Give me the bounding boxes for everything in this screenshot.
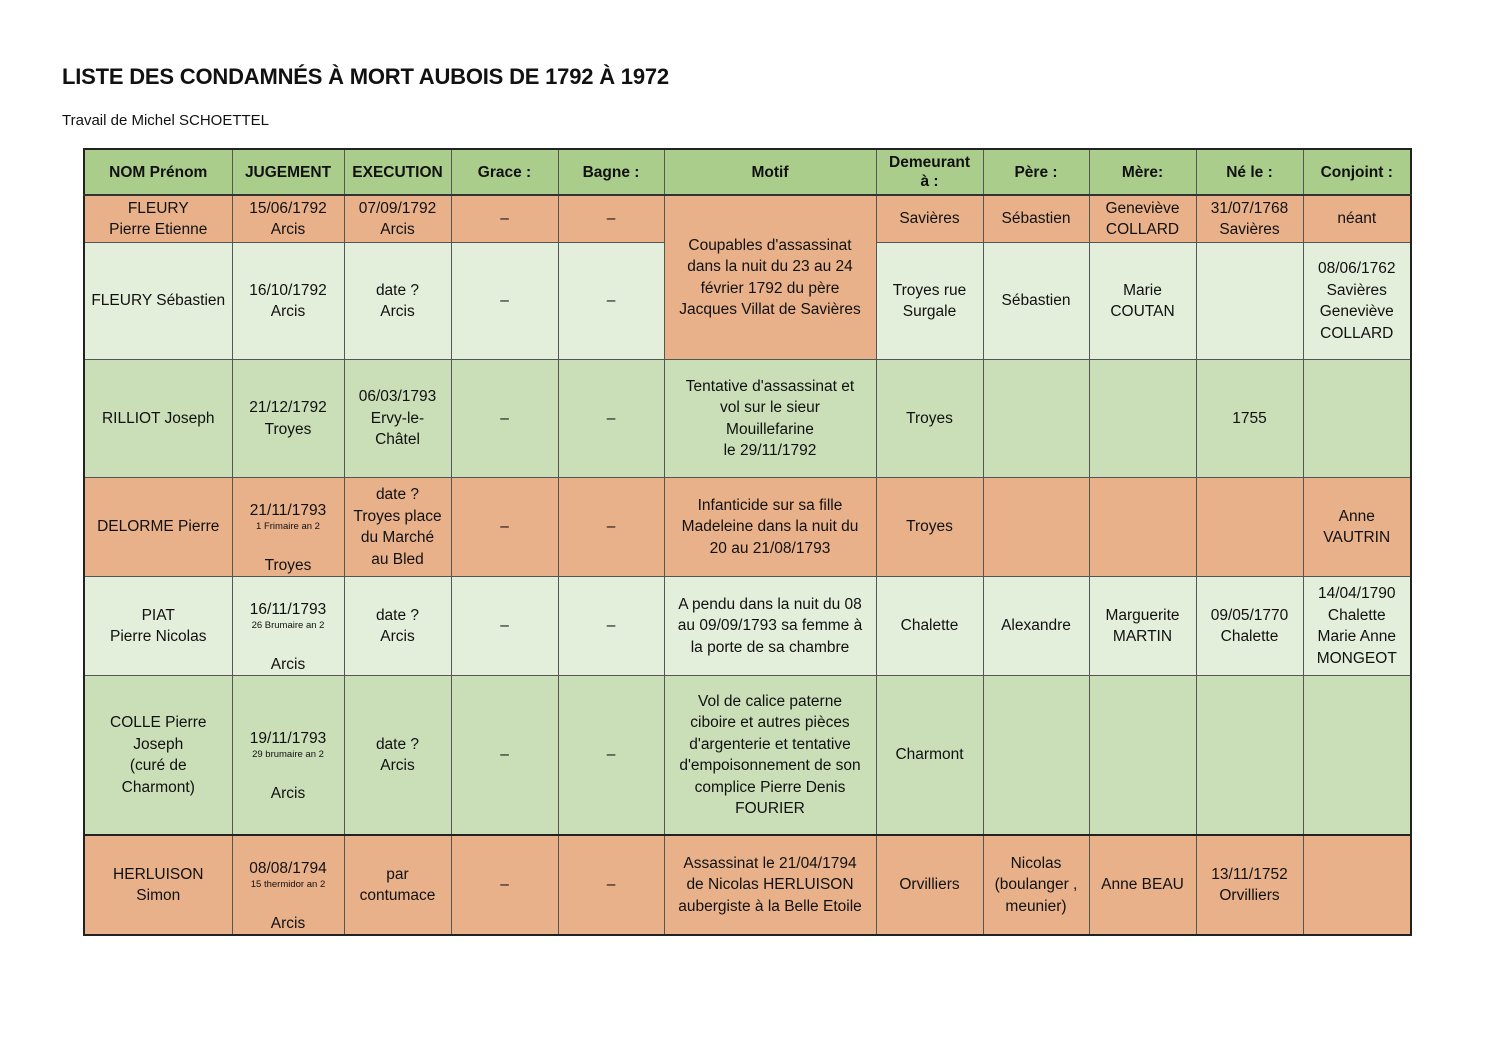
jugement-date: 19/11/1793 (249, 729, 327, 747)
header-demeurant: Demeurant à : (876, 149, 983, 195)
cell-ne-le: 13/11/1752 Orvilliers (1196, 835, 1303, 935)
cell-jugement: 16/10/1792 Arcis (232, 243, 344, 360)
cell-grace: – (451, 195, 558, 243)
jugement-revolutionary-date: 29 brumaire an 2 (252, 749, 324, 760)
cell-execution: 06/03/1793 Ervy-le- Châtel (344, 360, 451, 478)
cell-nom: FLEURY Sébastien (84, 243, 232, 360)
jugement-revolutionary-date: 15 thermidor an 2 (250, 879, 326, 890)
cell-jugement (232, 676, 344, 836)
jugement-place: Arcis (270, 784, 306, 802)
cell-conjoint (1303, 835, 1411, 935)
cell-jugement (232, 478, 344, 577)
cell-ne-le (1196, 243, 1303, 360)
cell-ne-le (1196, 676, 1303, 836)
cell-mere: Marie COUTAN (1089, 243, 1196, 360)
cell-bagne: – (558, 577, 664, 676)
cell-demeurant: Troyes (876, 478, 983, 577)
cell-execution: 07/09/1792 Arcis (344, 195, 451, 243)
cell-bagne: – (558, 478, 664, 577)
cell-pere: Sébastien (983, 195, 1089, 243)
header-jugement: JUGEMENT (232, 149, 344, 195)
table-row (84, 195, 1411, 243)
cell-jugement: 15/06/1792 Arcis (232, 195, 344, 243)
cell-nom: HERLUISON Simon (84, 835, 232, 935)
cell-conjoint (1303, 360, 1411, 478)
jugement-revolutionary-date: 1 Frimaire an 2 (256, 521, 320, 532)
cell-demeurant: Troyes (876, 360, 983, 478)
document-subtitle: Travail de Michel SCHOETTEL (62, 112, 269, 129)
header-nom: NOM Prénom (84, 149, 232, 195)
cell-conjoint: Anne VAUTRIN (1303, 478, 1411, 577)
cell-mere: Geneviève COLLARD (1089, 195, 1196, 243)
cell-pere (983, 478, 1089, 577)
cell-bagne: – (558, 243, 664, 360)
cell-demeurant: Chalette (876, 577, 983, 676)
cell-demeurant: Orvilliers (876, 835, 983, 935)
cell-demeurant: Savières (876, 195, 983, 243)
cell-ne-le: 1755 (1196, 360, 1303, 478)
cell-pere (983, 360, 1089, 478)
header-pere: Père : (983, 149, 1089, 195)
cell-demeurant: Troyes rue Surgale (876, 243, 983, 360)
cell-execution: date ? Troyes place du Marché au Bled (344, 478, 451, 577)
cell-jugement: 21/12/1792 Troyes (232, 360, 344, 478)
cell-mere: Marguerite MARTIN (1089, 577, 1196, 676)
header-bagne: Bagne : (558, 149, 664, 195)
cell-bagne: – (558, 835, 664, 935)
cell-mere (1089, 478, 1196, 577)
header-execution: EXECUTION (344, 149, 451, 195)
jugement-revolutionary-date: 26 Brumaire an 2 (251, 620, 325, 631)
cell-execution: par contumace (344, 835, 451, 935)
jugement-date: 16/11/1793 (249, 600, 327, 618)
cell-execution: date ? Arcis (344, 243, 451, 360)
cell-motif: Assassinat le 21/04/1794 de Nicolas HERLUISON aubergiste à la Belle Etoile (664, 835, 876, 935)
cell-nom: FLEURY Pierre Etienne (84, 195, 232, 243)
cell-nom: PIAT Pierre Nicolas (84, 577, 232, 676)
cell-nom: COLLE Pierre Joseph (curé de Charmont) (84, 676, 232, 836)
cell-motif: Tentative d'assassinat et vol sur le sieur Mouillefarine le 29/11/1792 (664, 360, 876, 478)
cell-conjoint (1303, 676, 1411, 836)
cell-grace: – (451, 577, 558, 676)
header-motif: Motif (664, 149, 876, 195)
cell-execution: date ? Arcis (344, 577, 451, 676)
cell-pere: Nicolas (boulanger , meunier) (983, 835, 1089, 935)
document-title: LISTE DES CONDAMNÉS À MORT AUBOIS DE 1792 À 1972 (62, 64, 669, 89)
cell-mere (1089, 360, 1196, 478)
jugement-place: Arcis (270, 655, 306, 673)
cell-demeurant: Charmont (876, 676, 983, 836)
cell-motif: Coupables d'assassinat dans la nuit du 23 au 24 février 1792 du père Jacques Villat de Savières (664, 195, 876, 360)
table-row (84, 676, 1411, 836)
cell-motif: Infanticide sur sa fille Madeleine dans la nuit du 20 au 21/08/1793 (664, 478, 876, 577)
cell-mere: Anne BEAU (1089, 835, 1196, 935)
cell-grace: – (451, 835, 558, 935)
cell-bagne: – (558, 360, 664, 478)
cell-mere (1089, 676, 1196, 836)
cell-motif: A pendu dans la nuit du 08 au 09/09/1793 sa femme à la porte de sa chambre (664, 577, 876, 676)
header-conjoint: Conjoint : (1303, 149, 1411, 195)
condemned-table (83, 148, 1412, 936)
header-row (84, 149, 1411, 195)
cell-jugement (232, 835, 344, 935)
cell-ne-le: 09/05/1770 Chalette (1196, 577, 1303, 676)
cell-grace: – (451, 360, 558, 478)
cell-grace: – (451, 478, 558, 577)
jugement-place: Troyes (264, 556, 312, 574)
cell-jugement (232, 577, 344, 676)
cell-grace: – (451, 676, 558, 836)
header-mere: Mère: (1089, 149, 1196, 195)
cell-conjoint: 08/06/1762 Savières Geneviève COLLARD (1303, 243, 1411, 360)
jugement-date: 08/08/1794 (249, 859, 327, 877)
jugement-place: Arcis (270, 914, 306, 932)
cell-nom: RILLIOT Joseph (84, 360, 232, 478)
header-ne-le: Né le : (1196, 149, 1303, 195)
cell-conjoint: 14/04/1790 Chalette Marie Anne MONGEOT (1303, 577, 1411, 676)
cell-grace: – (451, 243, 558, 360)
table-row (84, 577, 1411, 676)
cell-pere: Sébastien (983, 243, 1089, 360)
cell-nom: DELORME Pierre (84, 478, 232, 577)
header-grace: Grace : (451, 149, 558, 195)
cell-ne-le (1196, 478, 1303, 577)
cell-bagne: – (558, 676, 664, 836)
table-row (84, 360, 1411, 478)
cell-conjoint: néant (1303, 195, 1411, 243)
cell-execution: date ? Arcis (344, 676, 451, 836)
table-row (84, 835, 1411, 935)
table-row (84, 478, 1411, 577)
jugement-date: 21/11/1793 (249, 501, 327, 519)
cell-pere: Alexandre (983, 577, 1089, 676)
cell-bagne: – (558, 195, 664, 243)
cell-pere (983, 676, 1089, 836)
cell-ne-le: 31/07/1768 Savières (1196, 195, 1303, 243)
cell-motif: Vol de calice paterne ciboire et autres pièces d'argenterie et tentative d'empoisonnement de son complice Pierre Denis FOURIER (664, 676, 876, 836)
